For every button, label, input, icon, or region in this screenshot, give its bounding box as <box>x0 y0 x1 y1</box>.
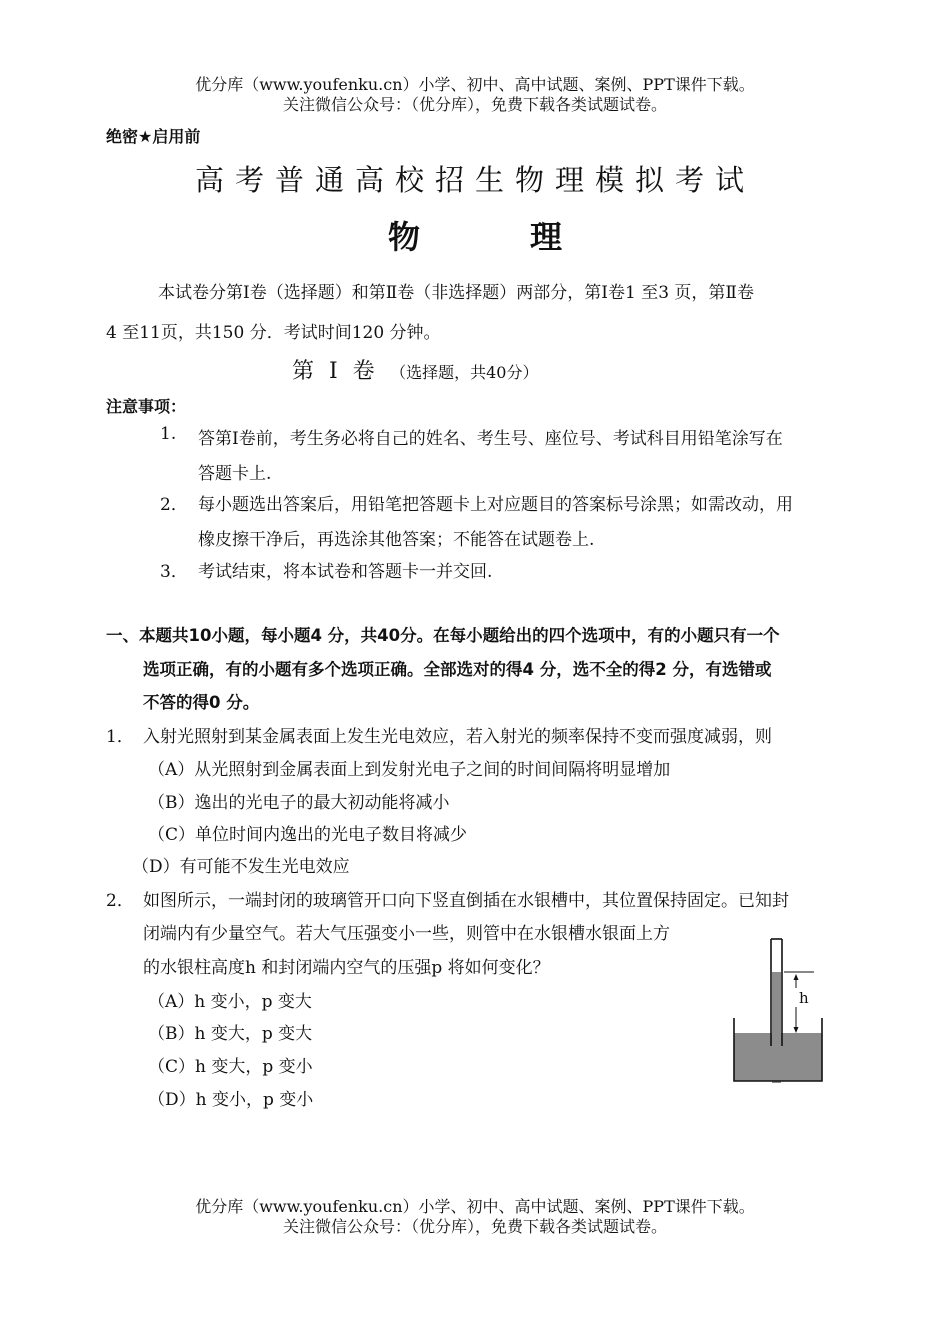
q2-option-b: （B）h 变大，p 变大 <box>148 1024 313 1044</box>
mercury-column <box>772 972 781 1083</box>
notice-item-1-line-2: 答题卡上. <box>198 464 272 484</box>
footer-line-2: 关注微信公众号：（优分库），免费下载各类试题试卷。 <box>282 1217 667 1236</box>
q1-option-a: （A）从光照射到金属表面上到发射光电子之间的时间间隔将明显增加 <box>148 760 671 780</box>
q1-option-b: （B）逸出的光电子的最大初动能将减小 <box>148 793 450 813</box>
notice-item-3-num: 3． <box>160 562 188 582</box>
volume-title: 第 Ⅰ 卷 <box>292 359 379 384</box>
q1-stem: 入射光照射到某金属表面上发生光电效应，若入射光的频率保持不变而强度减弱，则 <box>143 727 772 747</box>
header-line-1: 优分库（www.youfenku.cn）小学、初中、高中试题、案例、PPT课件下载。 <box>195 75 755 94</box>
subject-title <box>0 212 950 258</box>
q1-option-d: （D）有可能不发生光电效应 <box>132 857 350 877</box>
header-line-2: 关注微信公众号：（优分库），免费下载各类试题试卷。 <box>282 95 667 114</box>
q2-stem-line-3: 的水银柱高度h 和封闭端内空气的压强p 将如何变化？ <box>143 958 550 978</box>
mercury-tube-figure <box>728 935 830 1087</box>
section-1-line-2: 选项正确，有的小题有多个选项正确。全部选对的得4 分，选不全的得2 分，有选错或 <box>143 660 772 679</box>
notice-item-2-line-1: 每小题选出答案后，用铅笔把答题卡上对应题目的答案标号涂黑；如需改动，用 <box>198 495 793 515</box>
subject-char-1: 物 <box>387 218 420 256</box>
notice-heading: 注意事项： <box>106 397 187 416</box>
notice-item-1-num: 1. <box>160 424 177 444</box>
footer-line-1: 优分库（www.youfenku.cn）小学、初中、高中试题、案例、PPT课件下载。 <box>195 1197 755 1216</box>
section-1-line-3: 不答的得0 分。 <box>143 693 260 712</box>
section-1-line-1: 一、本题共10小题，每小题4 分，共40分。在每小题给出的四个选项中，有的小题只有一个 <box>106 626 780 645</box>
q1-number: 1． <box>106 727 134 747</box>
volume-heading <box>292 354 538 385</box>
notice-item-3-line-1: 考试结束，将本试卷和答题卡一并交回. <box>198 562 493 582</box>
h-label: h <box>799 989 809 1007</box>
secret-label: 绝密★启用前 <box>106 127 201 146</box>
notice-item-2-num: 2． <box>160 495 188 515</box>
intro-line-1: 本试卷分第Ⅰ卷（选择题）和第Ⅱ卷（非选择题）两部分，第Ⅰ卷1 至3 页，第Ⅱ卷 <box>158 283 754 303</box>
subject-char-2: 理 <box>530 218 563 256</box>
q2-option-c: （C）h 变大，p 变小 <box>148 1057 313 1077</box>
q2-stem-line-1: 如图所示，一端封闭的玻璃管开口向下竖直倒插在水银槽中，其位置保持固定。已知封 <box>143 891 789 911</box>
notice-item-1-line-1: 答第Ⅰ卷前，考生务必将自己的姓名、考生号、座位号、考试科目用铅笔涂写在 <box>198 429 783 449</box>
exam-title: 高考普通高校招生物理模拟考试 <box>194 163 755 197</box>
q2-option-a: （A）h 变小，p 变大 <box>148 992 312 1012</box>
h-arrow-up-head <box>794 974 799 980</box>
q1-option-c: （C）单位时间内逸出的光电子数目将减少 <box>148 825 468 845</box>
volume-note: （选择题，共40分） <box>390 363 539 382</box>
q2-option-d: （D）h 变小，p 变小 <box>148 1090 314 1110</box>
q2-stem-line-2: 闭端内有少量空气。若大气压强变小一些，则管中在水银槽水银面上方 <box>143 924 670 944</box>
notice-item-2-line-2: 橡皮擦干净后，再选涂其他答案；不能答在试题卷上. <box>198 530 595 550</box>
q2-number: 2． <box>106 891 134 911</box>
h-arrow-down-head <box>794 1027 799 1033</box>
intro-line-2: 4 至11页，共150 分．考试时间120 分钟。 <box>106 323 441 343</box>
